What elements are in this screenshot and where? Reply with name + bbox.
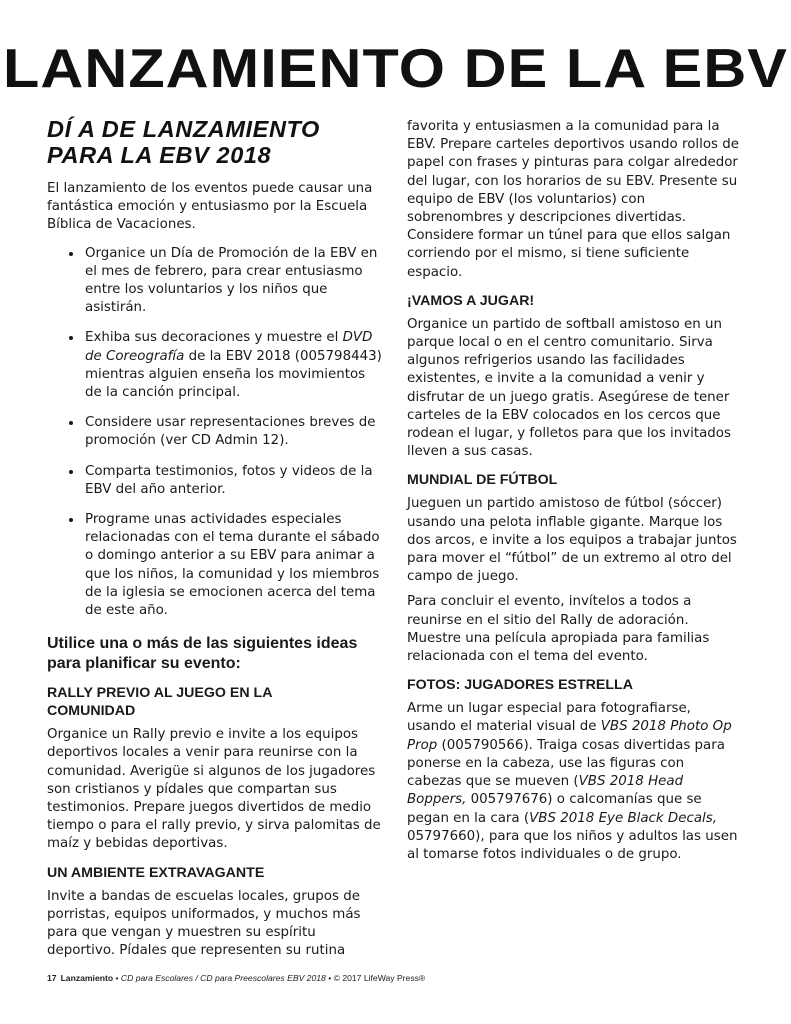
footer-products: CD para Escolares / CD para Preescolares EBV 2018	[120, 973, 326, 983]
mundial-heading: MUNDIAL DE FÚTBOL	[407, 472, 558, 489]
footer-section: Lanzamiento	[60, 973, 114, 983]
fotos-heading: FOTOS: JUGADORES ESTRELLA	[407, 677, 633, 694]
page-title: LANZAMIENTO DE LA EBV	[3, 37, 788, 99]
right-column	[407, 118, 740, 871]
fotos-text: 005797676) o calcomanías que se pegan en la cara (	[407, 792, 702, 826]
bullet-text: de la EBV 2018 (005798443) mientras alguien enseña los movimientos de la canción principal.	[85, 348, 382, 401]
ambiente-paragraph-continued: favorita y entusiasmen a la comunidad para la EBV. Prepare carteles deportivos usando rollos de papel con frases y pinturas para colgar alrededor del lugar, con los horarios de su EBV. Presente su equipo de EBV (los voluntarios) con sobrenombres y descripciones divertidas. Considere formar un túnel para que ellos salgan corriendo por el mismo, si tiene suficiente espacio.	[407, 119, 740, 280]
left-column	[47, 116, 382, 968]
dvd-title: DVD de Coreografía	[85, 330, 373, 364]
jugar-paragraph: Organice un partido de softball amistoso en un parque local o en el centro comunitario. Sirva algunos refrigerios usando las facilidades existentes, e invite a la comunidad a venir y disfrutar de un juego gratis. Asegúrese de tener carteles de la EBV colocados en los cercos que rodean el lugar, y folletos para que los invitados lleven a sus casas.	[407, 316, 731, 460]
fotos-text: (005790566). Traiga cosas divertidas para ponerse en la cabeza, use las figuras con cabezas que se mueven (	[407, 737, 725, 790]
fotos-paragraph	[407, 700, 740, 864]
jugar-heading: ¡VAMOS A JUGAR!	[407, 292, 535, 309]
fotos-text: 05797660), para que los niños y adultos las usen al tomarse fotos individuales o de grupo.	[407, 828, 738, 862]
page-number: 17	[47, 973, 57, 983]
ambiente-paragraph: Invite a bandas de escuelas locales, grupos de porristas, equipos uniformados, y muchos más para que vengan y muestren su espíritu deportivo. Pídales que representen su rutina	[47, 888, 361, 959]
footer-separator: •	[325, 973, 334, 983]
section-heading-dia-lanzamiento: DÍ A DE LANZAMIENTO PARA LA EBV 2018	[47, 116, 320, 168]
fotos-text: Arme un lugar especial para fotografiarse, usando el material visual de	[407, 701, 691, 735]
mundial-paragraph-2: Para concluir el evento, invítelos a todos a reunirse en el sitio del Rally de adoración. Muestre una película apropiada para familias relacionada con el tema del evento.	[407, 594, 710, 665]
bullet-item: • Programe unas actividades especiales relacionadas con el tema durante el sábado o domingo anterior a su EBV para animar a que los niños, la comunidad y los miembros de la iglesia se emocionen acerca del tema de este año.	[83, 511, 382, 620]
bullet-item: • Organice un Día de Promoción de la EBV en el mes de febrero, para crear entusiasmo entre los voluntarios y los niños que asistirán.	[83, 245, 382, 318]
product-title: VBS 2018 Head Boppers,	[407, 774, 684, 808]
bullet-item	[83, 329, 382, 402]
page-footer	[47, 973, 425, 983]
footer-copyright: © 2017 LifeWay Press®	[333, 973, 426, 983]
rally-heading: RALLY PREVIO AL JUEGO EN LA COMUNIDAD	[47, 685, 272, 720]
bullet-text: Exhiba sus decoraciones y muestre el	[85, 330, 343, 346]
footer-separator: •	[113, 973, 121, 983]
ambiente-heading: UN AMBIENTE EXTRAVAGANTE	[47, 864, 265, 881]
mundial-paragraph-1: Jueguen un partido amistoso de fútbol (sóccer) usando una pelota inflable gigante. Marque los dos arcos, e invite a los equipos a trabajar juntos para mover el “fútbol” de un extremo al otro del campo de juego.	[407, 496, 737, 585]
product-title: VBS 2018 Photo Op Prop	[407, 719, 732, 753]
promotion-bullet-list	[47, 245, 382, 621]
ideas-heading: Utilice una o más de las siguientes ideas para planificar su evento:	[47, 635, 358, 673]
bullet-item: • Considere usar representaciones breves de promoción (ver CD Admin 12).	[83, 414, 382, 450]
product-title: VBS 2018 Eye Black Decals,	[529, 810, 717, 826]
bullet-item: • Comparta testimonios, fotos y videos de la EBV del año anterior.	[83, 463, 382, 499]
rally-paragraph: Organice un Rally previo e invite a los equipos deportivos locales a venir para reunirse con la comunidad. Averigüe si algunos de los jugadores son cristianos y pídales que compartan sus testimonios. Prepare juegos divertidos de medio tiempo o para el rally previo, y sirva palomitas de maíz y bebidas deportivas.	[47, 727, 381, 852]
intro-paragraph: El lanzamiento de los eventos puede causar una fantástica emoción y entusiasmo por la Escuela Bíblica de Vacaciones.	[47, 181, 373, 233]
